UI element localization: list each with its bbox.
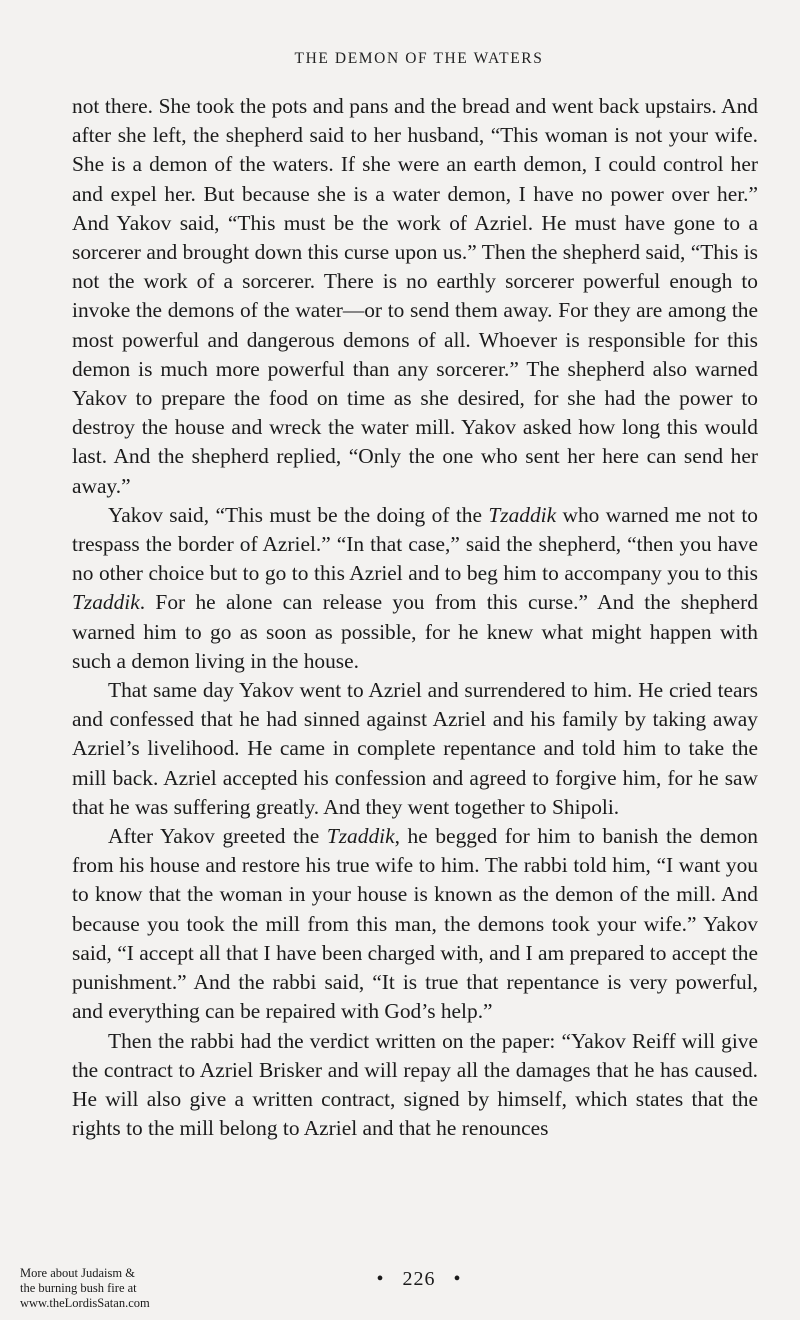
text-run: not there. She took the pots and pans and the bread and went back upstairs. And after she left, the shepherd said to her husband, “This woman is not your wife. She is a demon of the waters. If she were an earth demon, I could control her and expel her. But because she is a water demon, I have no power over her.” And Yakov said, “This must be the work of Azriel. He must have gone to a sorcerer and brought down this curse upon us.” Then the shepherd said, “This is not the work of a sorcerer. There is no earthly sorcerer powerful enough to invoke the demons of the water—or to send them away. For they are among the most powerful and dangerous demons of all. Whoever is responsible for this demon is much more powerful than any sorcerer.” The shepherd also warned Yakov to prepare the food on time as she desired, for she had the power to destroy the house and wreck the water mill. Yakov asked how long this would last. And the shepherd replied, “Only the one who sent her here can send her away.” [72, 94, 758, 498]
text-run: who warned me not to trespass the border of Azriel.” “In that case,” said the shepherd, “then you have no other choice but to go to this Azriel and to beg him to accompany you to this [72, 502, 758, 586]
text-run: Then the rabbi had the verdict written on the paper: “Yakov Reiff will give the contract to Azriel Brisker and will repay all the damages that he has caused. He will also give a written contract, signed by himself, which states that the rights to the mill belong to Azriel and that he renounces [72, 1028, 758, 1141]
page-number: 226 [402, 1268, 436, 1290]
text-run: . For he alone can release you from this curse.” And the shepherd warned him to go as soon as possible, for he knew what might happen with such a demon living in the house. [72, 590, 758, 673]
credit-line: the burning bush fire at [20, 1281, 137, 1295]
text-run: Yakov said, “This must be the doing of the [108, 502, 489, 527]
folio-bullet-right: • [453, 1268, 462, 1290]
italic-term: Tzaddik [72, 590, 140, 615]
paragraph [72, 1027, 758, 1144]
body-text [72, 92, 758, 1143]
credit-line: www.theLordisSatan.com [20, 1296, 150, 1310]
credit-line: More about Judaism & [20, 1266, 135, 1280]
paragraph [72, 676, 758, 822]
italic-term: Tzaddik [326, 824, 395, 849]
running-head: THE DEMON OF THE WATERS [294, 50, 544, 67]
paragraph [72, 822, 758, 1026]
folio-bullet-left: • [376, 1268, 385, 1290]
text-run: That same day Yakov went to Azriel and surrendered to him. He cried tears and confessed that he had sinned against Azriel and his family by taking away Azriel’s livelihood. He came in complete repentance and told him to take the mill back. Azriel accepted his confession and agreed to forgive him, for he saw that he was suffering greatly. And they went together to Shipoli. [72, 678, 758, 819]
text-run: After Yakov greeted the [108, 824, 327, 849]
paragraph [72, 501, 758, 676]
watermark-credit [20, 1266, 180, 1311]
text-run: , he begged for him to banish the demon from his house and restore his true wife to him. The rabbi told him, “I want you to know that the woman in your house is known as the demon of the mill. And because you took the mill from this man, the demons took your wife.” Yakov said, “I accept all that I have been charged with, and I am prepared to accept the punishment.” And the rabbi said, “It is true that repentance is very powerful, and everything can be repaired with God’s help.” [72, 824, 758, 1024]
italic-term: Tzaddik [488, 502, 557, 527]
paragraph [72, 92, 758, 501]
